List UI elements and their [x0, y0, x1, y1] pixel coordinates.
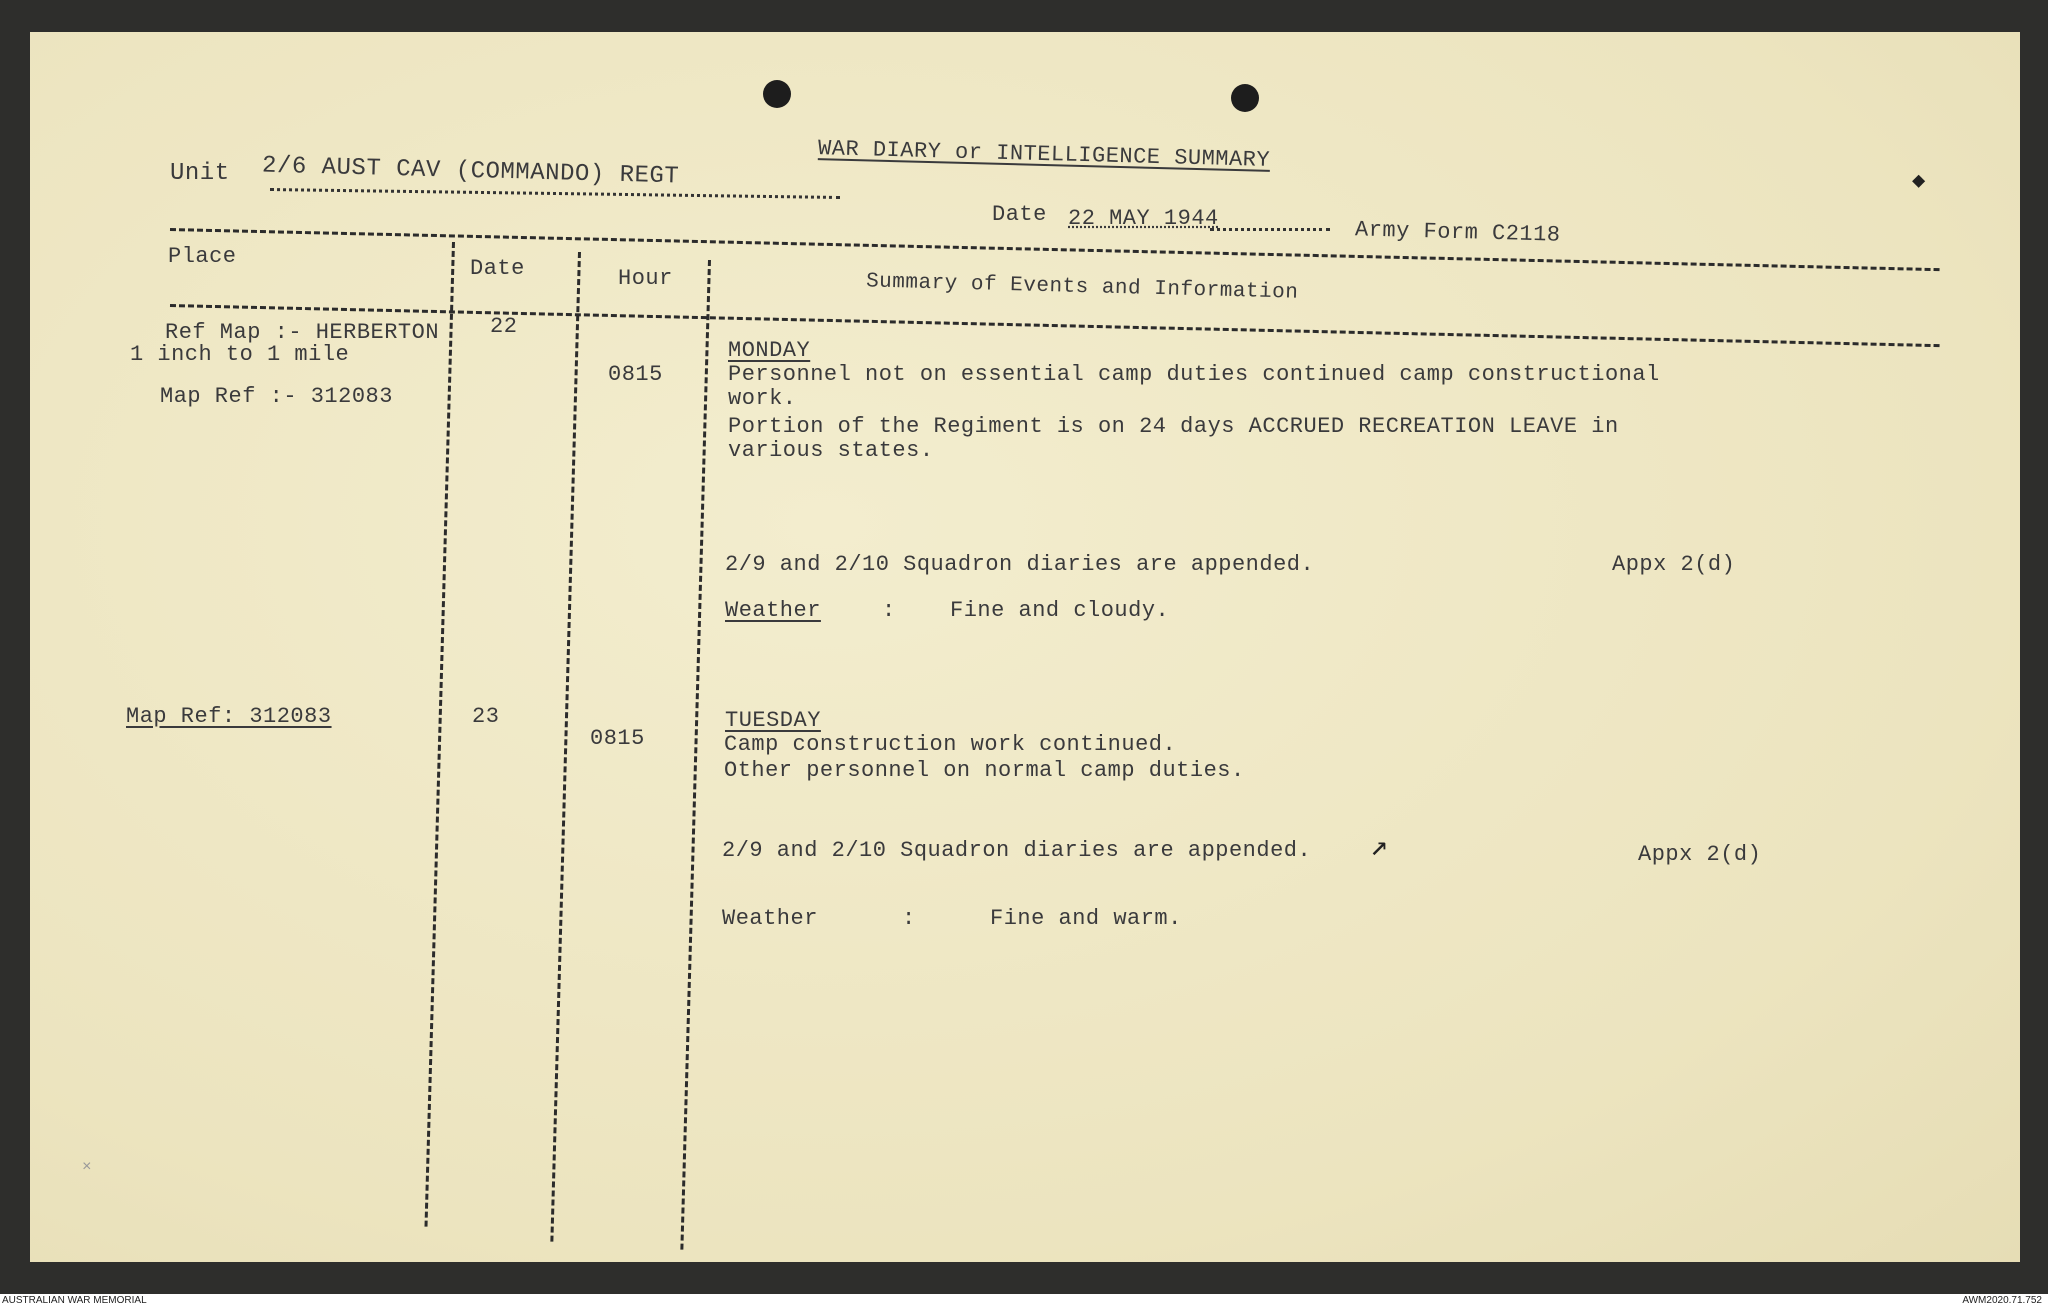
- entry-1-appended: 2/9 and 2/10 Squadron diaries are appended.: [725, 552, 1315, 577]
- ink-mark: ↗: [1370, 831, 1389, 865]
- column-divider-hour-summary: [680, 260, 711, 1250]
- entry-1-place-line-2: 1 inch to 1 mile: [130, 342, 350, 367]
- entry-1-place-line-3: Map Ref :- 312083: [160, 384, 393, 409]
- column-divider-date-hour: [550, 252, 581, 1242]
- column-header-hour: Hour: [618, 266, 673, 291]
- entry-1-hour: 0815: [608, 362, 663, 387]
- document-page: [30, 32, 2020, 1262]
- pencil-cross: ×: [82, 1158, 92, 1176]
- entry-2-weather-colon: :: [902, 906, 916, 931]
- entry-2-weather-label: Weather: [722, 906, 818, 931]
- column-divider-place-date: [424, 242, 455, 1227]
- entry-1-weather-colon: :: [882, 598, 896, 623]
- date-value: 22 MAY 1944: [1068, 206, 1219, 231]
- entry-1-line-2: work.: [728, 386, 797, 411]
- entry-1-day: MONDAY: [728, 338, 811, 363]
- unit-dotted-line: [270, 188, 840, 199]
- column-header-place: Place: [168, 244, 237, 269]
- entry-1-line-3: Portion of the Regiment is on 24 days ACCRUED RECREATION LEAVE in: [728, 414, 1619, 439]
- form-title: WAR DIARY or INTELLIGENCE SUMMARY: [817, 136, 1271, 173]
- entry-2-day: TUESDAY: [725, 708, 821, 733]
- entry-2-appx: Appx 2(d): [1638, 842, 1762, 867]
- unit-label: Unit: [170, 160, 230, 187]
- unit-value: 2/6 AUST CAV (COMMANDO) REGT: [261, 152, 680, 191]
- punch-hole-left: [763, 80, 791, 108]
- archive-name: AUSTRALIAN WAR MEMORIAL: [2, 1295, 147, 1306]
- archive-reference: AWM2020.71.752: [1962, 1295, 2042, 1306]
- entry-1-weather-label: Weather: [725, 598, 821, 623]
- entry-2-line-2: Other personnel on normal camp duties.: [724, 758, 1245, 783]
- header-rule-top: [170, 228, 1940, 271]
- entry-2-appended: 2/9 and 2/10 Squadron diaries are appended.: [722, 838, 1312, 863]
- column-header-summary: Summary of Events and Information: [865, 270, 1299, 305]
- entry-2-hour: 0815: [590, 726, 645, 751]
- punch-hole-right: [1231, 84, 1259, 112]
- army-form: Army Form C2118: [1354, 217, 1561, 248]
- date-label: Date: [992, 202, 1047, 227]
- archive-footer: [0, 1294, 2048, 1309]
- column-header-date: Date: [470, 256, 525, 281]
- entry-1-appx: Appx 2(d): [1612, 552, 1736, 577]
- entry-1-line-4: various states.: [728, 438, 934, 463]
- entry-2-place: Map Ref: 312083: [126, 704, 332, 729]
- entry-1-weather-value: Fine and cloudy.: [950, 598, 1170, 623]
- entry-1-line-1: Personnel not on essential camp duties continued camp constructional: [728, 362, 1660, 387]
- date-dotted-line: [1210, 228, 1330, 231]
- entry-1-place-line-1: Ref Map :- HERBERTON: [165, 320, 440, 345]
- entry-2-weather-value: Fine and warm.: [990, 906, 1182, 931]
- entry-2-line-1: Camp construction work continued.: [724, 732, 1177, 757]
- entry-1-date: 22: [490, 314, 518, 339]
- entry-2-date: 23: [472, 704, 500, 729]
- ink-spot: ◆: [1912, 169, 1926, 194]
